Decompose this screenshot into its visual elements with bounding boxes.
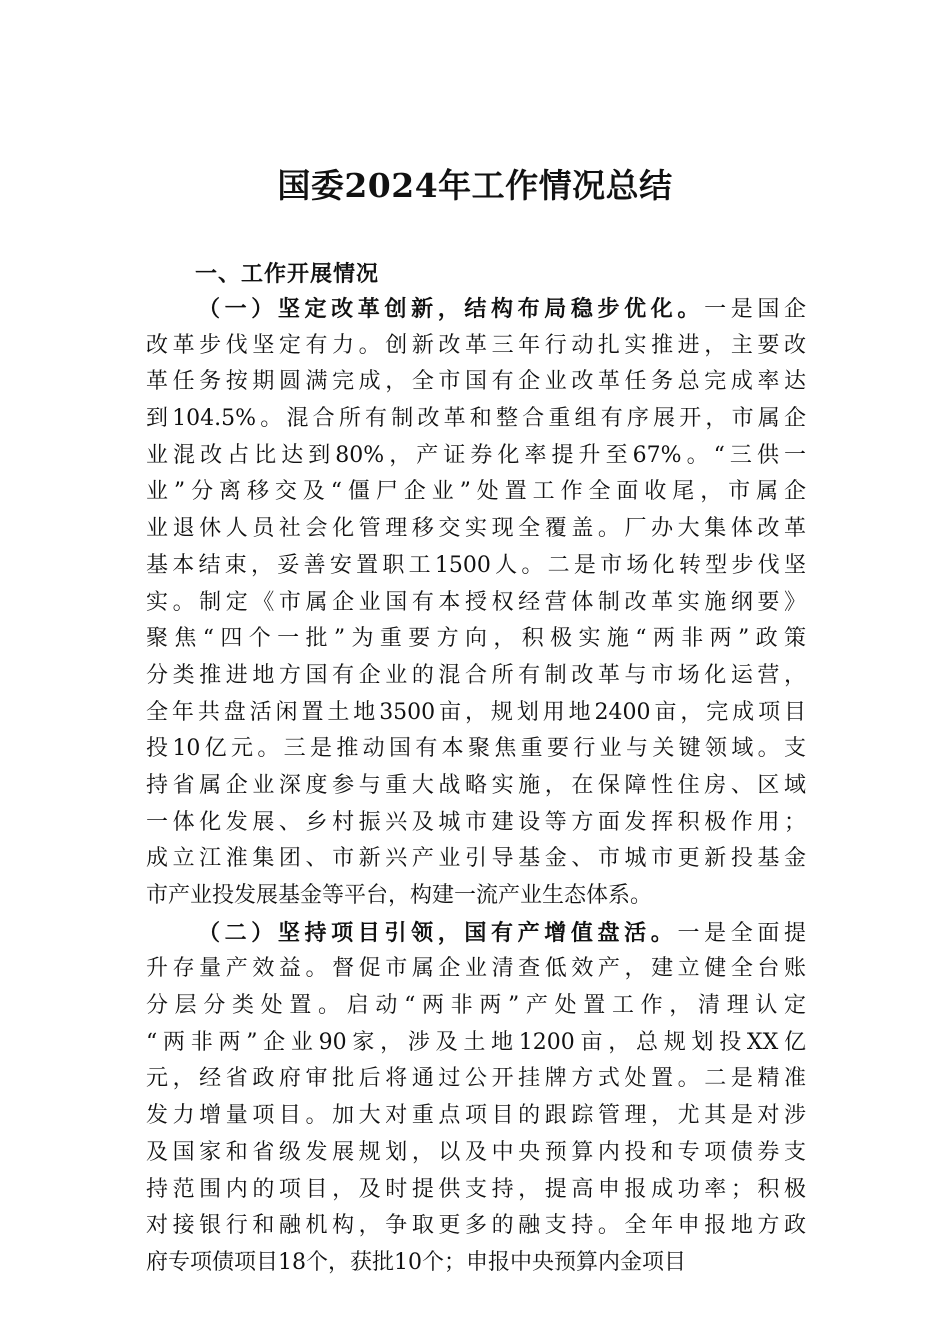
line-text: 对接银行和融机构，争取更多的融支持。全年申报地方政 [146,1213,806,1239]
paragraph-line [146,474,806,511]
line-text: 改革步伐坚定有力。创新改革三年行动扎实推进，主要改 [146,332,806,358]
document-body [146,291,806,1282]
paragraph-line [146,695,806,732]
line-text: 全年共盘活闲置土地3500亩，规划用地2400亩，完成项目 [146,699,806,725]
paragraph-line [146,988,806,1025]
paragraph-line [146,1025,806,1062]
paragraph-line [146,328,806,365]
paragraph-line [146,621,806,658]
paragraph-line [146,841,806,878]
line-text: 一是国企 [704,297,806,322]
line-text: 业”分离移交及“僵尸企业”处置工作全面收尾，市属企 [146,479,806,505]
line-text: 一体化发展、乡村振兴及城市建设等方面发挥积极作用； [146,809,806,835]
line-text: 及国家和省级发展规划，以及中央预算内投和专项债券支 [146,1139,806,1165]
paragraph-line [146,658,806,695]
line-text: 持省属企业深度参与重大战略实施，在保障性住房、区域 [146,772,806,798]
paragraph-line [146,805,806,842]
line-text: 基本结束，妥善安置职工1500人。二是市场化转型步伐坚 [146,552,806,578]
line-text: 业退休人员社会化管理移交实现全覆盖。厂办大集体改革 [146,516,806,542]
paragraph-line [146,1061,806,1098]
section-heading: 一、工作开展情况 [195,261,380,287]
paragraph-line [146,1208,806,1245]
paragraph-line [146,585,806,622]
line-text: 一是全面提 [677,920,806,946]
line-text: 成立江淮集团、市新兴产业引导基金、市城市更新投基金 [146,846,806,872]
line-text: 投10亿元。三是推动国有本聚焦重要行业与关键领域。支 [146,736,806,762]
paragraph-first-line [146,915,806,952]
line-text: 发力增量项目。加大对重点项目的跟踪管理，尤其是对涉 [146,1103,806,1129]
paragraph-line [146,1135,806,1172]
paragraph-heading: （一）坚定改革创新，结构布局稳步优化。 [198,296,705,322]
paragraph-line [146,1172,806,1209]
paragraph-heading: （二）坚持项目引领，国有产增值盘活。 [198,919,678,946]
line-text: 分层分类处置。启动“两非两”产处置工作，清理认定 [146,993,806,1019]
line-text: 到104.5%。混合所有制改革和整合重组有序展开，市属企 [146,406,806,432]
paragraph-line [146,548,806,585]
line-text: 聚焦“四个一批”为重要方向，积极实施“两非两”政策 [146,626,806,652]
line-text: 元，经省政府审批后将通过公开挂牌方式处置。二是精准 [146,1066,806,1092]
line-text: “两非两”企业90家，涉及土地1200亩，总规划投XX亿 [146,1029,806,1055]
paragraph-line [146,768,806,805]
line-text: 实。制定《市属企业国有本授权经营体制改革实施纲要》 [146,589,806,615]
paragraph-line [146,364,806,401]
paragraph-line [146,401,806,438]
paragraph-line [146,951,806,988]
line-text: 革任务按期圆满完成，全市国有企业改革任务总完成率达 [146,369,806,395]
paragraph-line [146,878,806,915]
document-title: 国委2024年工作情况总结 [277,166,673,205]
paragraph-line [146,731,806,768]
line-text: 升存量产效益。督促市属企业清查低效产，建立健全台账 [146,956,806,982]
line-text: 市产业投发展基金等平台，构建一流产业生态体系。 [146,883,653,908]
line-text: 业混改占比达到80%，产证券化率提升至67%。“三供一 [146,442,806,468]
line-text: 府专项债项目18个，获批10个；申报中央预算内金项目 [146,1249,686,1275]
paragraph-first-line [146,291,806,328]
line-text: 持范围内的项目，及时提供支持，提高申报成功率；积极 [146,1176,806,1202]
paragraph-line [146,1245,806,1282]
paragraph-line [146,511,806,548]
paragraph-line [146,1098,806,1135]
paragraph-line [146,438,806,475]
line-text: 分类推进地方国有企业的混合所有制改革与市场化运营， [146,662,806,688]
